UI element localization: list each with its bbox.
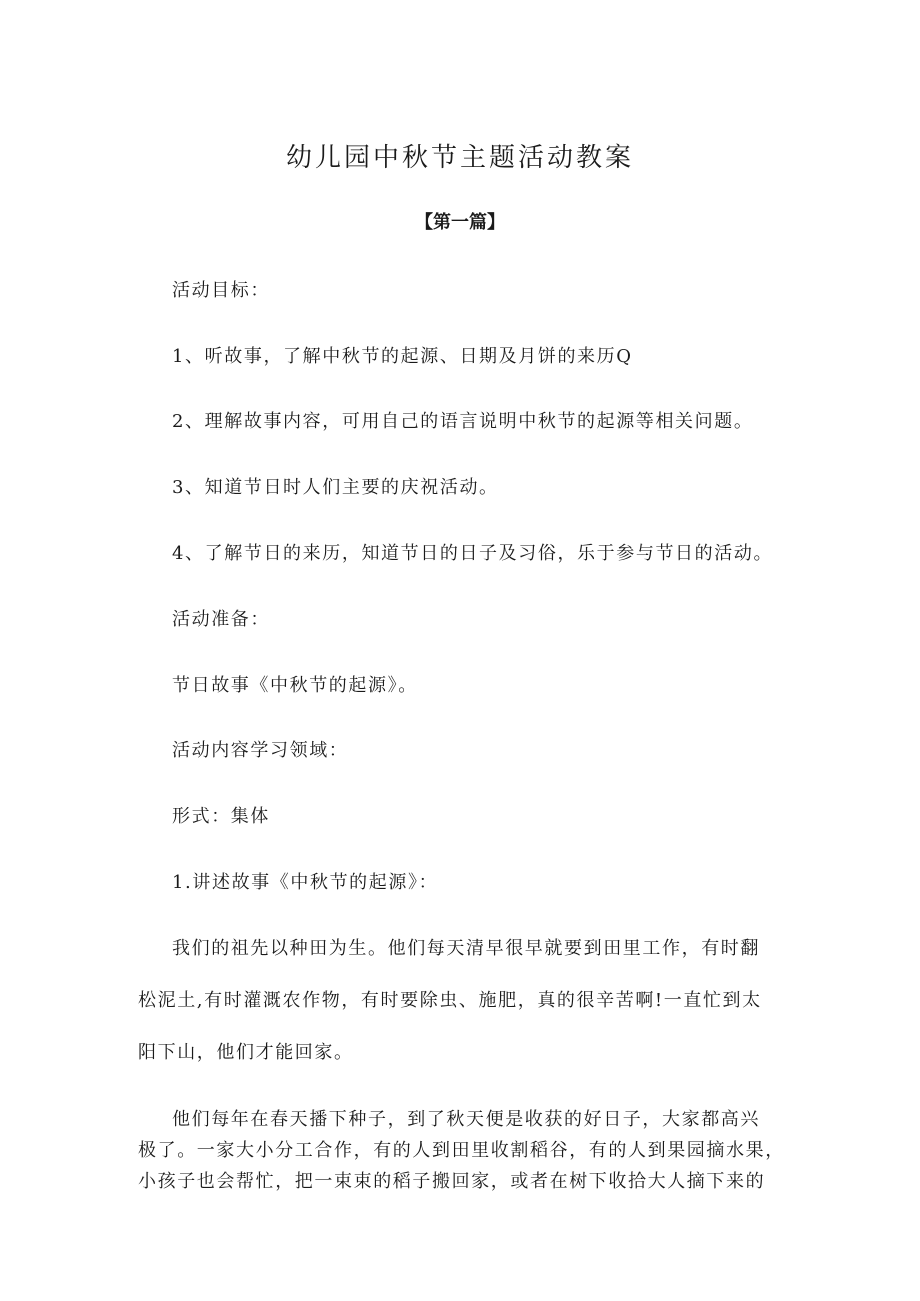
- paragraph-goal-1: 1、听故事，了解中秋节的起源、日期及月饼的来历Q: [172, 346, 633, 367]
- paragraph-goal-3: 3、知道节日时人们主要的庆祝活动。: [172, 477, 499, 498]
- story-line: 极了。一家大小分工合作，有的人到田里收割稻谷，有的人到果园摘水果，: [138, 1140, 785, 1161]
- paragraph-content-heading: 活动内容学习领域：: [172, 740, 349, 761]
- story-paragraph-2: [138, 1105, 788, 1198]
- paragraph-step-1: 1.讲述故事《中秋节的起源》：: [172, 872, 439, 893]
- paragraph-format: 形式：集体: [172, 806, 270, 827]
- section-heading: 【第一篇】: [415, 212, 505, 233]
- paragraph-goal-4: 4、了解节日的来历，知道节日的日子及习俗，乐于参与节日的活动。: [172, 543, 774, 564]
- story-line: 我们的祖先以种田为生。他们每天清早很早就要到田里工作，有时翻: [172, 938, 760, 959]
- story-paragraph-1: [138, 934, 788, 1090]
- story-line: 他们每年在春天播下种子，到了秋天便是收获的好日子，大家都高兴: [172, 1109, 760, 1130]
- story-line: 阳下山，他们才能回家。: [138, 1042, 354, 1063]
- paragraph-goals-heading: 活动目标：: [172, 280, 270, 301]
- story-line: 松泥土,有时灌溉农作物，有时要除虫、施肥，真的很辛苦啊!一直忙到太: [138, 990, 762, 1011]
- document-title: 幼儿园中秋节主题活动教案: [285, 143, 634, 173]
- paragraph-preparation: 节日故事《中秋节的起源》。: [172, 675, 418, 696]
- story-line: 小孩子也会帮忙，把一束束的稻子搬回家，或者在树下收拾大人摘下来的: [138, 1171, 766, 1192]
- paragraph-preparation-heading: 活动准备：: [172, 609, 270, 630]
- paragraph-goal-2: 2、理解故事内容，可用自己的语言说明中秋节的起源等相关问题。: [172, 411, 754, 432]
